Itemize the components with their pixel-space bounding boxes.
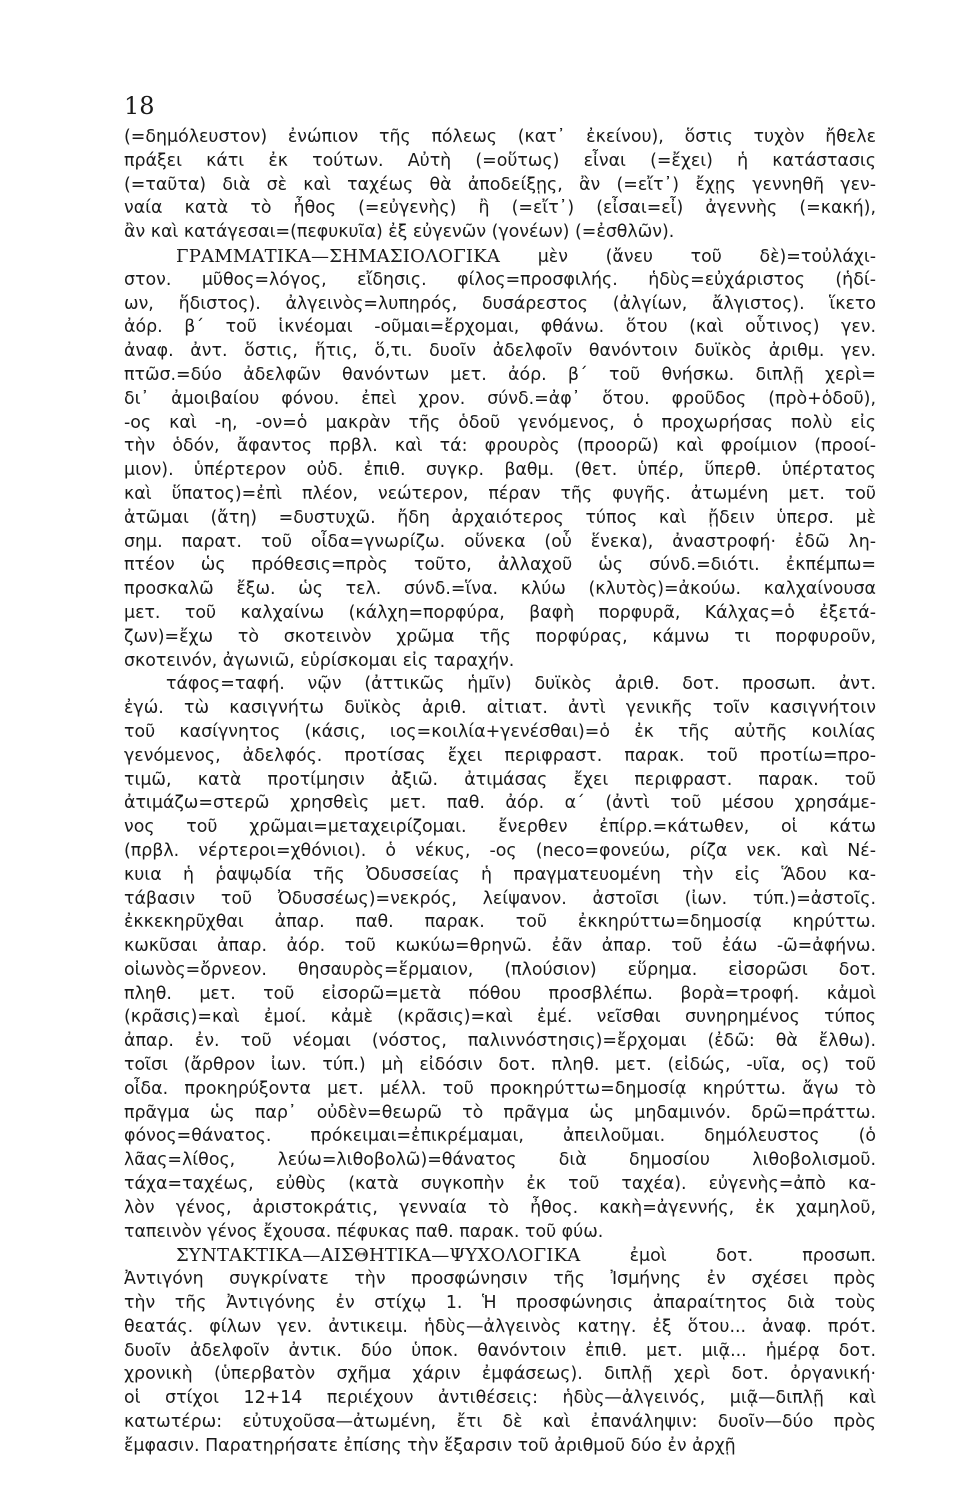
text-line: δυοῖν ἀδελφοῖν ἀντικ. δύο ὑποκ. θανόντοιν ἐπιθ. μετ. μιᾷ... ἡμέρᾳ δοτ. <box>124 1340 876 1361</box>
text-line: κατωτέρω: εὐτυχοῦσα—ἀτωμένη, ἔτι δὲ καὶ ἐπανάληψιν: δυοῖν—δύο πρὸς <box>124 1412 876 1433</box>
heading-note: μὲν (ἄνευ τοῦ δὲ)=τοὐλάχι- <box>537 246 876 267</box>
text-line: γενόμενος, ἀδελφός. προτίσας ἔχει περιφραστ. παρακ. τοῦ προτίω=προ- <box>124 745 876 766</box>
text-line: (πρβλ. νέρτεροι=χθόνιοι). ὁ νέκυς, -ος (neco=φονεύω, ρίζα νεκ. καὶ Νέ- <box>124 840 876 861</box>
text-line: ων, ἥδιστος). ἀλγεινὸς=λυπηρός, δυσάρεστος (ἀλγίων, ἄλγιστος). ἵκετο <box>124 293 876 314</box>
text-line <box>124 1244 876 1268</box>
text-line: θεατάς. φίλων γεν. ἀντικειμ. ἡδὺς—ἀλγεινὸς κατηγ. ἐξ ὅτου... ἀναφ. πρότ. <box>124 1316 876 1337</box>
text-line: οἱ στίχοι 12+14 περιέχουν ἀντιθέσεις: ἡδὺς—ἀλγεινός, μιᾷ—διπλῇ καὶ <box>124 1388 876 1409</box>
text-line: κυια ἡ ῥαψῳδία τῆς Ὀδυσσείας ἡ πραγματευομένη τὴν εἰς Ἅδου κα- <box>124 864 876 885</box>
text-line: ναία κατὰ τὸ ἦθος (=εὐγενὴς) ἢ (=εἴτ᾽) (εἶσαι=εἶ) ἀγεννὴς (=κακή), <box>124 198 876 219</box>
text-line: τάχα=ταχέως, εὐθὺς (κατὰ συγκοπὴν ἐκ τοῦ ταχέα). εὐγενὴς=ἀπὸ κα- <box>124 1174 876 1195</box>
text-line: δι᾽ ἀμοιβαίου φόνου. ἐπεὶ χρον. σύνδ.=ἀφ᾽ ὅτου. φροῦδος (πρὸ+ὁδοῦ), <box>124 388 876 409</box>
text-line: οἶδα. προκηρύξοντα μετ. μέλλ. τοῦ προκηρύττω=δημοσίᾳ κηρύττω. ἄγω τὸ <box>124 1078 876 1099</box>
text-line: (κρᾶσις)=καὶ ἐμοί. κἀμὲ (κρᾶσις)=καὶ ἐμέ. νεῖσθαι συνηρημένος τύπος <box>124 1007 876 1028</box>
text-line: Ἀντιγόνη συγκρίνατε τὴν προσφώνησιν τῆς Ἰσμήνης ἐν σχέσει πρὸς <box>124 1269 876 1290</box>
section-heading-syntax: ΣΥΝΤΑΚΤΙΚΑ—ΑΙΣΘΗΤΙΚΑ—ΨΥΧΟΛΟΓΙΚΑ <box>176 1245 581 1267</box>
text-line: στον. μῦθος=λόγος, εἴδησις. φίλος=προσφιλής. ἡδὺς=εὐχάριστος (ἡδί- <box>124 269 876 290</box>
text-line: ἂν καὶ κατάγεσαι=(πεφυκυῖα) ἐξ εὐγενῶν (γονέων) (=ἐσθλῶν). <box>124 222 675 243</box>
text-line: ἀόρ. β΄ τοῦ ἱκνέομαι -οῦμαι=ἔρχομαι, φθάνω. ὅτου (καὶ οὗτινος) γεν. <box>124 317 876 338</box>
text-line: χρονικὴ (ὑπερβατὸν σχῆμα χάριν ἐμφάσεως). διπλῇ χερὶ δοτ. ὀργανική· <box>124 1364 876 1385</box>
text-line: οἰωνὸς=ὄρνεον. θησαυρὸς=ἕρμαιον, (πλούσιον) εὕρημα. εἰσορῶσι δοτ. <box>124 959 876 980</box>
text-line: τοῖσι (ἄρθρον ἰων. τύπ.) μὴ εἰδόσιν δοτ. πληθ. μετ. (εἰδώς, -υῖα, ος) τοῦ <box>124 1055 876 1076</box>
text-line: τὴν τῆς Ἀντιγόνης ἐν στίχῳ 1. Ἡ προσφώνησις ἀπαραίτητος διὰ τοὺς <box>124 1293 876 1314</box>
text-line: ἀτῶμαι (ἄτη) =δυστυχῶ. ἤδη ἀρχαιότερος τύπος καὶ ᾔδειν ὑπερσ. μὲ <box>124 507 876 528</box>
text-line: ἐκκεκηρῦχθαι ἀπαρ. παθ. παρακ. τοῦ ἐκκηρύττω=δημοσίᾳ κηρύττω. <box>124 912 876 933</box>
text-line: ἀναφ. ἀντ. ὅστις, ἥτις, ὅ,τι. δυοῖν ἀδελφοῖν θανόντοιν δυϊκὸς ἀριθμ. γεν. <box>124 341 876 362</box>
text-line: πτῶσ.=δύο ἀδελφῶν θανόντων μετ. ἀόρ. β΄ τοῦ θνήσκω. διπλῇ χερὶ= <box>124 364 876 385</box>
text-line: νος τοῦ χρῶμαι=μεταχειρίζομαι. ἔνερθεν ἐπίρρ.=κάτωθεν, οἱ κάτω <box>124 817 876 838</box>
text-line: τὴν ὁδόν, ἄφαντος πρβλ. καὶ τά: φρουρὸς (προορῶ) καὶ φροίμιον (προοί- <box>124 436 876 457</box>
commentary-text <box>124 126 876 1459</box>
text-line: ταπεινὸν γένος ἔχουσα. πέφυκας παθ. παρακ. τοῦ φύω. <box>124 1221 604 1242</box>
text-line: (=δημόλευστον) ἐνώπιον τῆς πόλεως (κατ᾽ ἐκείνου), ὅστις τυχὸν ἤθελε <box>124 127 876 147</box>
text-line: σημ. παρατ. τοῦ οἶδα=γνωρίζω. οὕνεκα (οὗ ἕνεκα), ἀναστροφή· ἐδῶ λη- <box>124 531 876 552</box>
text-line: σκοτεινόν, ἀγωνιῶ, εὑρίσκομαι εἰς ταραχήν. <box>124 650 515 671</box>
text-line: τάφος=ταφή. νῷν (ἀττικῶς ἡμῖν) δυϊκὸς ἀριθ. δοτ. προσωπ. ἀντ. <box>166 674 876 695</box>
text-line: ἐγώ. τὼ κασιγνήτω δυϊκὸς ἀριθ. αἰτιατ. ἀντὶ γενικῆς τοῖν κασιγνήτοιν <box>124 698 876 719</box>
text-line: φόνος=θάνατος. πρόκειμαι=ἐπικρέμαμαι, ἀπειλοῦμαι. δημόλευστος (ὁ <box>124 1126 876 1147</box>
text-line: τοῦ κασίγνητος (κάσις, ιος=κοιλία+γενέσθαι)=ὁ ἐκ τῆς αὐτῆς κοιλίας <box>124 721 876 742</box>
text-line: πτέον ὡς πρόθεσις=πρὸς τοῦτο, ἀλλαχοῦ ὡς σύνδ.=διότι. ἐκπέμπω= <box>124 555 876 576</box>
text-line: προσκαλῶ ἔξω. ὡς τελ. σύνδ.=ἵνα. κλύω (κλυτὸς)=ἀκούω. καλχαίνουσα <box>124 579 876 600</box>
text-line: πράξει κάτι ἐκ τούτων. Αὐτὴ (=οὕτως) εἶναι (=ἔχει) ἡ κατάστασις <box>124 150 876 171</box>
text-line: ἀτιμάζω=στερῶ χρησθεὶς μετ. παθ. ἀόρ. α΄ (ἀντὶ τοῦ μέσου χρησάμε- <box>124 793 876 814</box>
heading-note: ἐμοὶ δοτ. προσωπ. <box>629 1246 877 1267</box>
text-line: κωκῦσαι ἀπαρ. ἀόρ. τοῦ κωκύω=θρηνῶ. ἐᾶν ἀπαρ. τοῦ ἐάω -ῶ=ἀφήνω. <box>124 936 876 957</box>
text-line: τιμῶ, κατὰ προτίμησιν ἀξιῶ. ἀτιμάσας ἔχει περιφραστ. παρακ. τοῦ <box>124 769 876 790</box>
text-line: (=ταῦτα) διὰ σὲ καὶ ταχέως θὰ ἀποδείξῃς, ἂν (=εἴτ᾽) ἔχῃς γεννηθῆ γεν- <box>124 174 876 195</box>
text-line: τάβασιν τοῦ Ὀδυσσέως)=νεκρός, λείψανον. ἀστοῖσι (ἰων. τύπ.)=ἀστοῖς. <box>124 888 876 909</box>
page-number: 18 <box>124 92 155 120</box>
text-line: λᾶας=λίθος, λεύω=λιθοβολῶ)=θάνατος διὰ δημοσίου λιθοβολισμοῦ. <box>124 1150 876 1171</box>
text-line: -ος καὶ -η, -ον=ὁ μακρὰν τῆς ὁδοῦ γενόμενος, ὁ προχωρήσας πολὺ εἰς <box>124 412 876 433</box>
text-line: μετ. τοῦ καλχαίνω (κάλχη=πορφύρα, βαφὴ πορφυρᾶ, Κάλχας=ὁ ἐξετά- <box>124 602 876 623</box>
text-line: ἀπαρ. ἐν. τοῦ νέομαι (νόστος, παλιννόστησις)=ἔρχομαι (ἐδῶ: θὰ ἔλθω). <box>124 1031 876 1052</box>
text-line <box>124 245 876 269</box>
text-line: καὶ ὕπατος)=ἐπὶ πλέον, νεώτερον, πέραν τῆς φυγῆς. ἀτωμένη μετ. τοῦ <box>124 483 876 504</box>
text-line: πρᾶγμα ὡς παρ᾽ οὐδὲν=θεωρῶ τὸ πρᾶγμα ὡς μηδαμινόν. δρῶ=πράττω. <box>124 1102 876 1123</box>
text-line: πληθ. μετ. τοῦ εἰσορῶ=μετὰ πόθου προσβλέπω. βορὰ=τροφή. κἀμοὶ <box>124 983 876 1004</box>
text-line: ζων)=ἔχω τὸ σκοτεινὸν χρῶμα τῆς πορφύρας, κάμνω τι πορφυροῦν, <box>124 626 876 647</box>
text-line: ἔμφασιν. Παρατηρήσατε ἐπίσης τὴν ἔξαρσιν τοῦ ἀριθμοῦ δύο ἐν ἀρχῇ <box>124 1435 736 1456</box>
text-line: λὸν γένος, ἀριστοκράτις, γενναία τὸ ἦθος. κακὴ=ἀγεννής, ἐκ χαμηλοῦ, <box>124 1197 876 1218</box>
text-line: μιον). ὑπέρτερον οὐδ. ἐπιθ. συγκρ. βαθμ. (θετ. ὑπέρ, ὕπερθ. ὑπέρτατος <box>124 460 876 481</box>
section-heading-grammar: ΓΡΑΜΜΑΤΙΚΑ—ΣΗΜΑΣΙΟΛΟΓΙΚΑ <box>176 245 501 267</box>
